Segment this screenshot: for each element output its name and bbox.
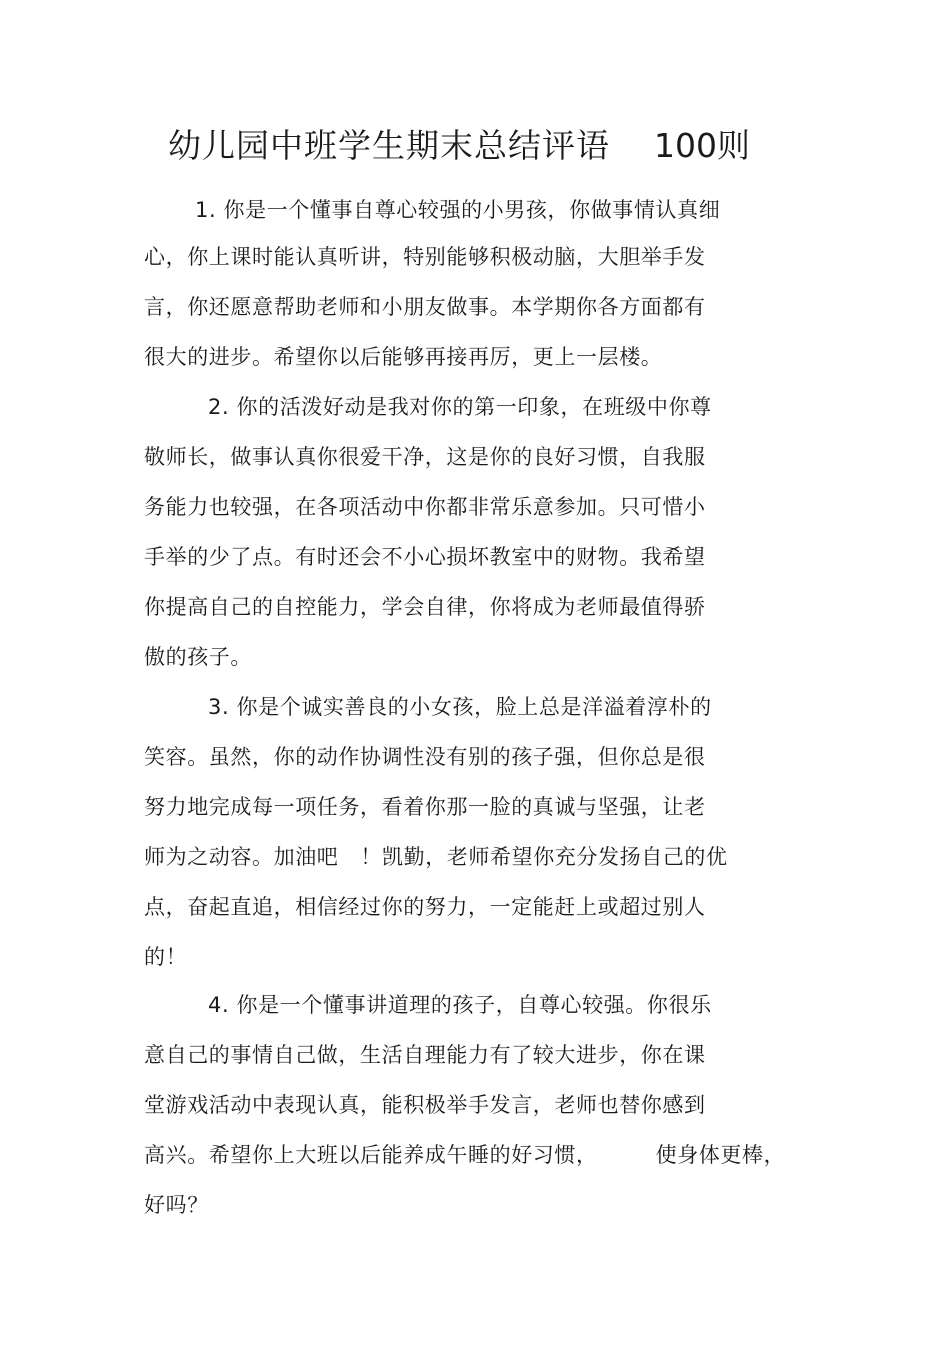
paragraph-3-line-4	[144, 842, 728, 872]
paragraph-1-line-3: 言，你还愿意帮助老师和小朋友做事。本学期你各方面都有	[144, 295, 706, 319]
title-count: 100则	[654, 126, 750, 165]
paragraph-4-line-2: 意自己的事情自己做，生活自理能力有了较大进步，你在课	[144, 1043, 706, 1067]
paragraph-4-line-3: 堂游戏活动中表现认真，能积极举手发言，老师也替你感到	[144, 1093, 706, 1117]
paragraph-4-line-5: 好吗？	[144, 1193, 209, 1217]
paragraph-2-line-4: 手举的少了点。有时还会不小心损坏教室中的财物。我希望	[144, 545, 706, 569]
paragraph-2-line-3: 务能力也较强，在各项活动中你都非常乐意参加。只可惜小	[144, 495, 706, 519]
paragraph-4-line-1: 4. 你是一个懂事讲道理的孩子，自尊心较强。你很乐	[208, 993, 712, 1017]
paragraph-1-line-1: 1. 你是一个懂事自尊心较强的小男孩，你做事情认真细	[195, 198, 721, 222]
paragraph-2-line-1: 2. 你的活泼好动是我对你的第一印象，在班级中你尊	[208, 395, 712, 419]
paragraph-4-line-4	[144, 1140, 785, 1170]
paragraph-3-line-5: 点，奋起直追，相信经过你的努力，一定能赶上或超过别人	[144, 895, 706, 919]
paragraph-2-line-6: 傲的孩子。	[144, 645, 252, 669]
paragraph-1-line-4: 很大的进步。希望你以后能够再接再厉，更上一层楼。	[144, 345, 663, 369]
paragraph-4-line-4-part-2: 使身体更棒，	[655, 1143, 786, 1167]
paragraph-1-line-2: 心，你上课时能认真听讲，特别能够积极动脑，大胆举手发	[144, 245, 706, 269]
paragraph-2-line-5: 你提高自己的自控能力，学会自律，你将成为老师最值得骄	[144, 595, 706, 619]
paragraph-3-line-2: 笑容。虽然，你的动作协调性没有别的孩子强，但你总是很	[144, 745, 706, 769]
paragraph-2-line-2: 敬师长，做事认真你很爱干净，这是你的良好习惯，自我服	[144, 445, 706, 469]
page-title	[168, 122, 750, 170]
paragraph-3-line-4-part-2: ！凯勤，老师希望你充分发扬自己的优	[360, 845, 728, 869]
paragraph-3-line-6: 的！	[144, 945, 188, 969]
title-text: 幼儿园中班学生期末总结评语	[168, 126, 610, 165]
paragraph-3-line-3: 努力地完成每一项任务，看着你那一脸的真诚与坚强，让老	[144, 795, 706, 819]
paragraph-4-line-4-part-1: 高兴。希望你上大班以后能养成午睡的好习惯，	[144, 1143, 598, 1167]
paragraph-3-line-1: 3. 你是个诚实善良的小女孩，脸上总是洋溢着淳朴的	[208, 695, 712, 719]
paragraph-3-line-4-part-1: 师为之动容。加油吧	[144, 845, 339, 869]
